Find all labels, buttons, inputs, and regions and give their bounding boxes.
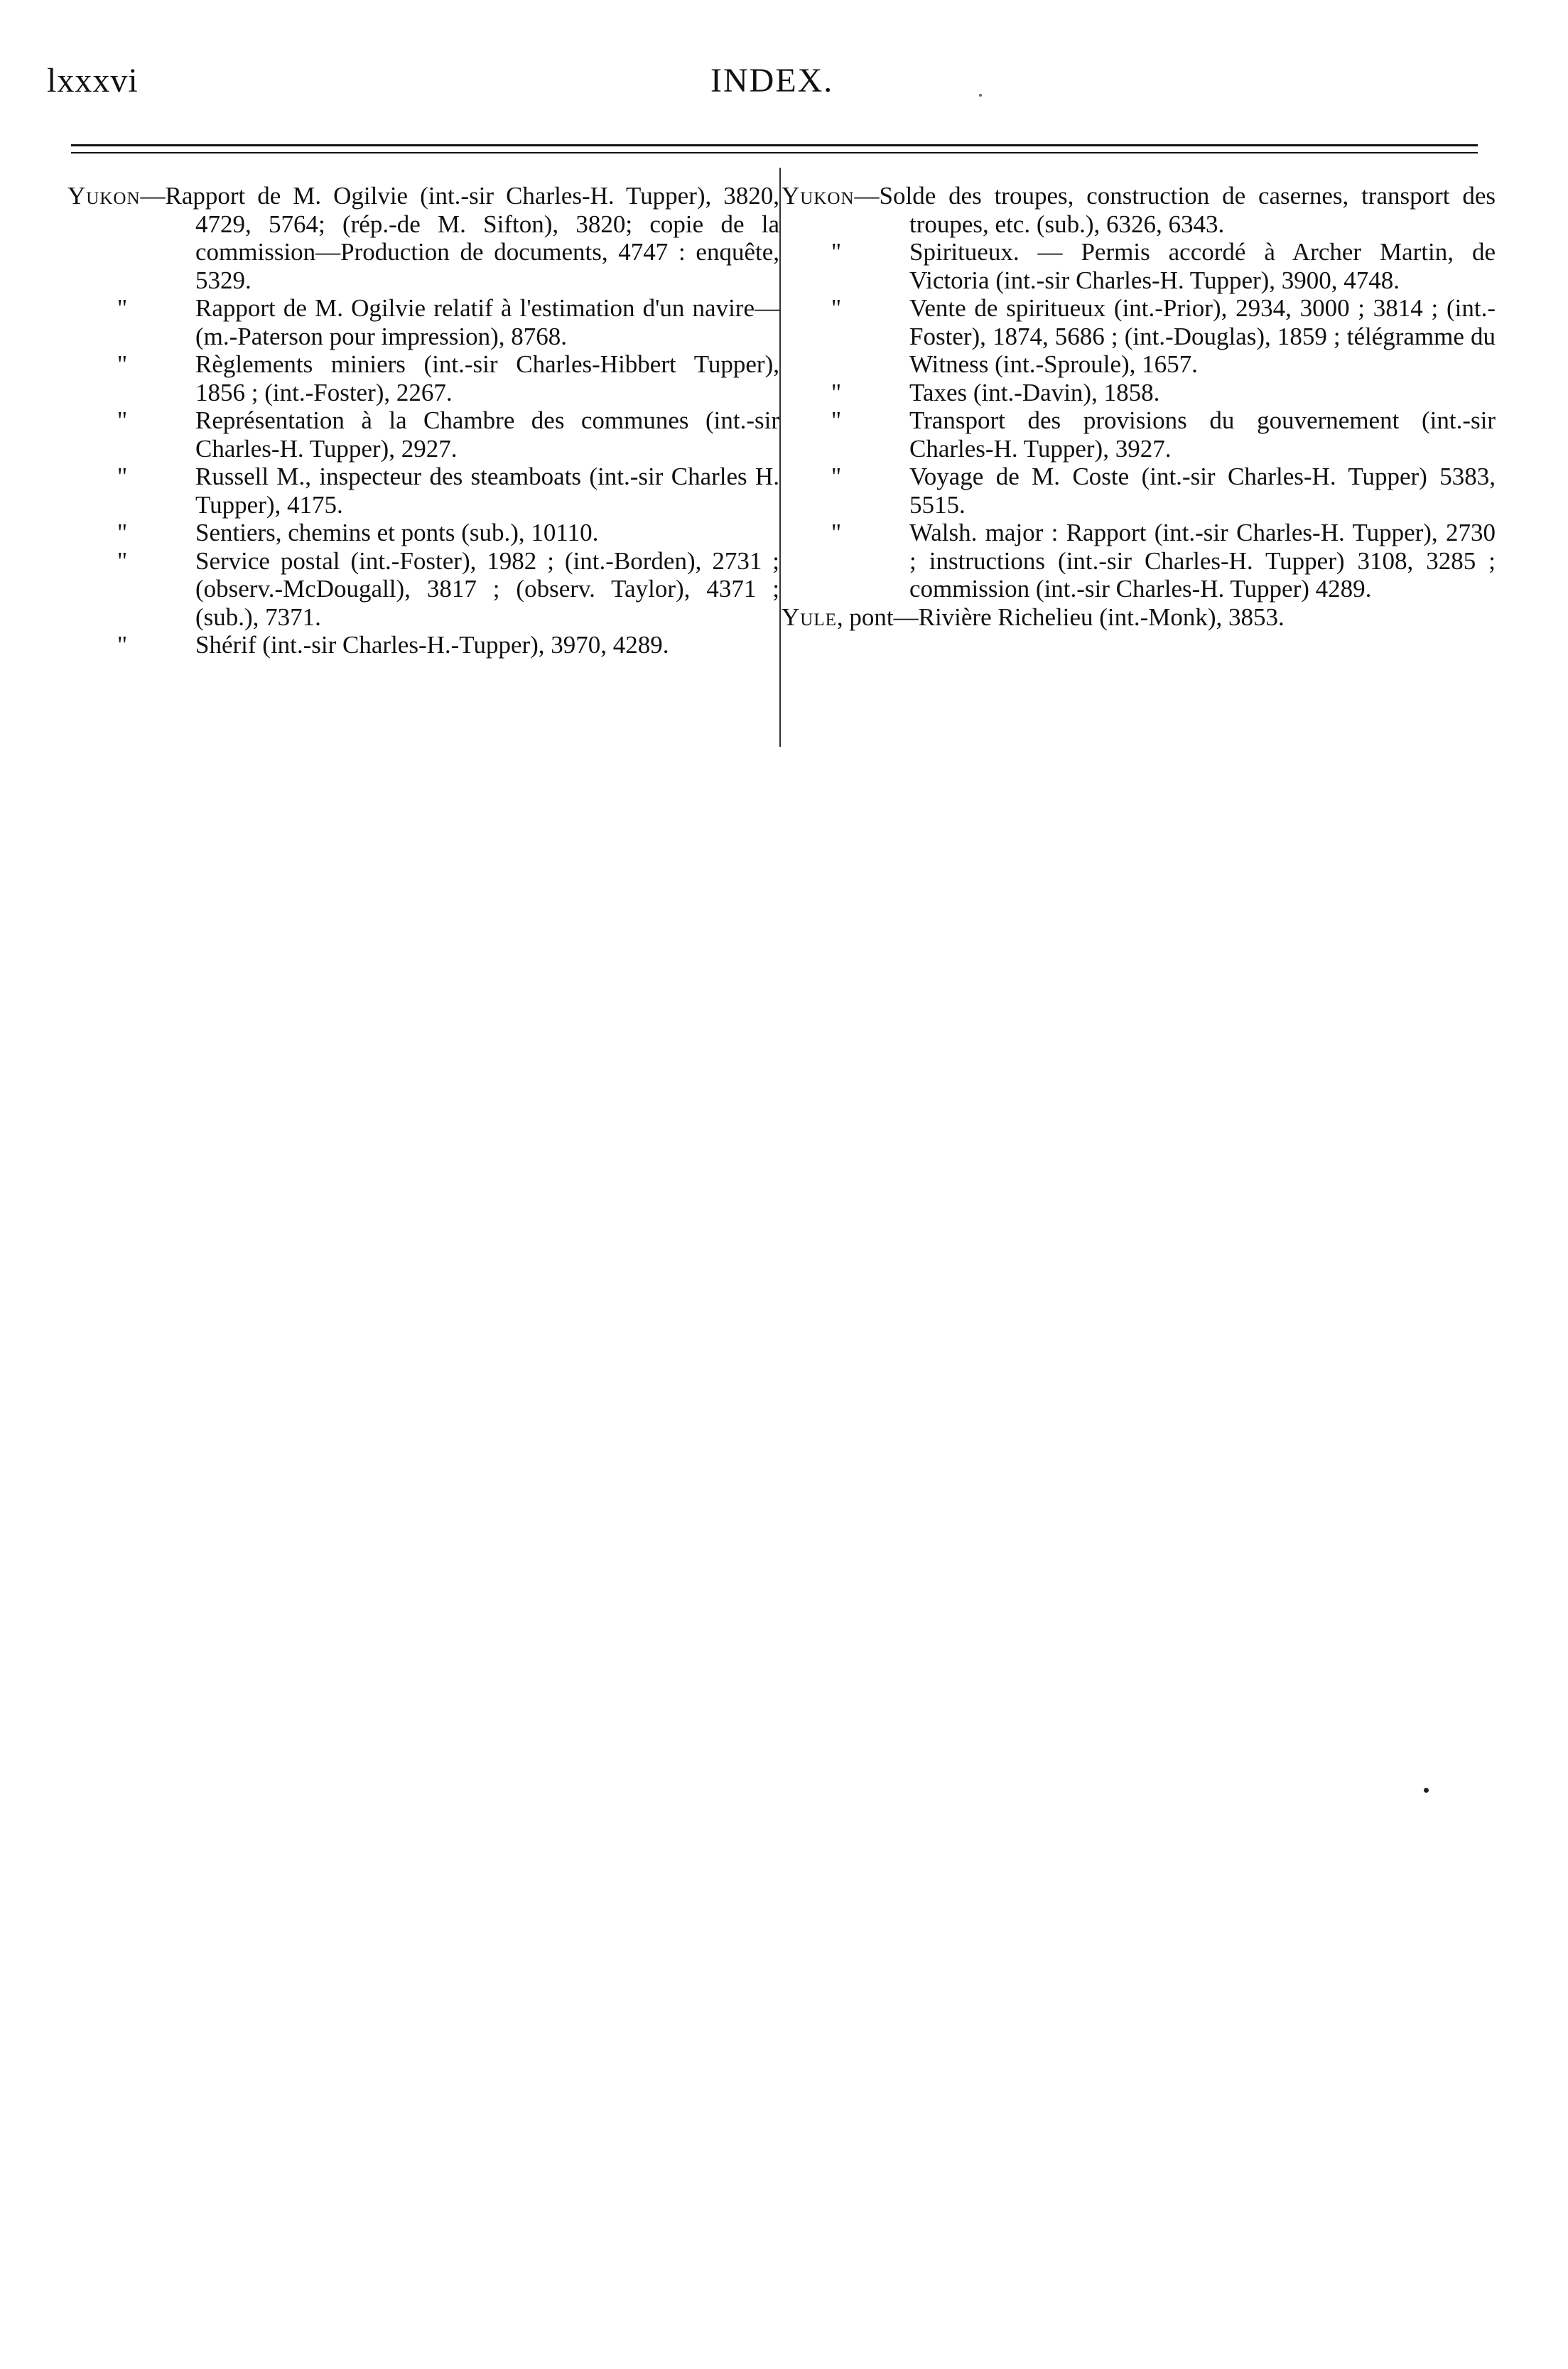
ditto-mark: ": [117, 519, 128, 546]
header-rule-bottom: [71, 152, 1478, 153]
index-subentry: [67, 631, 779, 659]
entry-text: —Rapport de M. Ogilvie (int.-sir Charles-H. Tupper), 3820, 4729, 5764; (rép.-de M. Sifton), 3820; copie de la commission—Production de documents, 4747 : enquête, 5329.: [140, 182, 779, 294]
entry-text: Voyage de M. Coste (int.-sir Charles-H. Tupper) 5383, 5515.: [909, 463, 1496, 519]
entry-text: —Solde des troupes, construction de casernes, transport des troupes, etc. (sub.), 6326, 6343.: [854, 182, 1496, 238]
index-subentry: [782, 463, 1496, 519]
print-speck: [979, 94, 982, 97]
entry-heading: Yukon: [782, 182, 855, 210]
entry-text: Vente de spiritueux (int.-Prior), 2934, 3000 ; 3814 ; (int.-Foster), 1874, 5686 ; (int.-Douglas), 1859 ; télégramme du Witness (int.-Sproule), 1657.: [909, 294, 1496, 378]
ditto-mark: ": [831, 378, 842, 406]
index-subentry: [782, 519, 1496, 603]
column-divider: [779, 168, 781, 747]
index-subentry: [782, 238, 1496, 294]
index-entry: [782, 603, 1496, 632]
entry-text: Taxes (int.-Davin), 1858.: [909, 378, 1160, 406]
ditto-mark: ": [117, 350, 128, 378]
ditto-mark: ": [117, 546, 128, 575]
index-subentry: [67, 350, 779, 406]
entry-text: Service postal (int.-Foster), 1982 ; (int.-Borden), 2731 ; (observ.-McDougall), 3817 ; (observ. Taylor), 4371 ; (sub.), 7371.: [195, 546, 779, 631]
ditto-mark: ": [831, 294, 842, 322]
index-subentry: [67, 406, 779, 463]
page-number: lxxxvi: [47, 62, 139, 99]
ditto-mark: ": [117, 294, 128, 322]
entry-text: Shérif (int.-sir Charles-H.-Tupper), 3970, 4289.: [195, 631, 669, 659]
entry-heading: Yule: [782, 603, 837, 631]
ditto-mark: ": [117, 406, 128, 434]
entry-heading: Yukon: [67, 182, 141, 210]
right-column: [782, 182, 1496, 631]
ditto-mark: ": [831, 406, 842, 434]
ditto-mark: ": [117, 463, 128, 490]
entry-text: Rapport de M. Ogilvie relatif à l'estimation d'un navire—(m.-Paterson pour impression), 8768.: [195, 294, 779, 350]
index-subentry: [67, 519, 779, 547]
ditto-mark: ": [831, 519, 842, 546]
index-subentry: [67, 463, 779, 519]
index-entry: [67, 182, 779, 294]
index-subentry: [782, 406, 1496, 463]
entry-text: Transport des provisions du gouvernement (int.-sir Charles-H. Tupper), 3927.: [909, 406, 1496, 463]
index-subentry: [67, 294, 779, 350]
entry-text: Walsh. major : Rapport (int.-sir Charles-H. Tupper), 2730 ; instructions (int.-sir Charles-H. Tupper) 3108, 3285 ; commission (int.-sir Charles-H. Tupper) 4289.: [909, 519, 1496, 603]
header-rule-top: [71, 144, 1478, 146]
index-subentry: [782, 379, 1496, 407]
index-subentry: [782, 294, 1496, 379]
entry-text: Sentiers, chemins et ponts (sub.), 10110.: [195, 519, 599, 546]
ditto-mark: ": [831, 463, 842, 490]
page-title: INDEX.: [710, 62, 834, 99]
entry-text: Spiritueux. — Permis accordé à Archer Martin, de Victoria (int.-sir Charles-H. Tupper), 3900, 4748.: [909, 238, 1496, 294]
entry-text: Représentation à la Chambre des communes (int.-sir Charles-H. Tupper), 2927.: [195, 406, 779, 463]
left-column: [67, 182, 779, 659]
print-speck: [1424, 1788, 1429, 1793]
entry-text: Russell M., inspecteur des steamboats (int.-sir Charles H. Tupper), 4175.: [195, 463, 779, 519]
entry-text: , pont—Rivière Richelieu (int.-Monk), 3853.: [836, 603, 1285, 631]
ditto-mark: ": [117, 631, 128, 659]
entry-text: Règlements miniers (int.-sir Charles-Hibbert Tupper), 1856 ; (int.-Foster), 2267.: [195, 350, 779, 406]
index-subentry: [67, 547, 779, 632]
ditto-mark: ": [831, 238, 842, 266]
index-entry: [782, 182, 1496, 238]
